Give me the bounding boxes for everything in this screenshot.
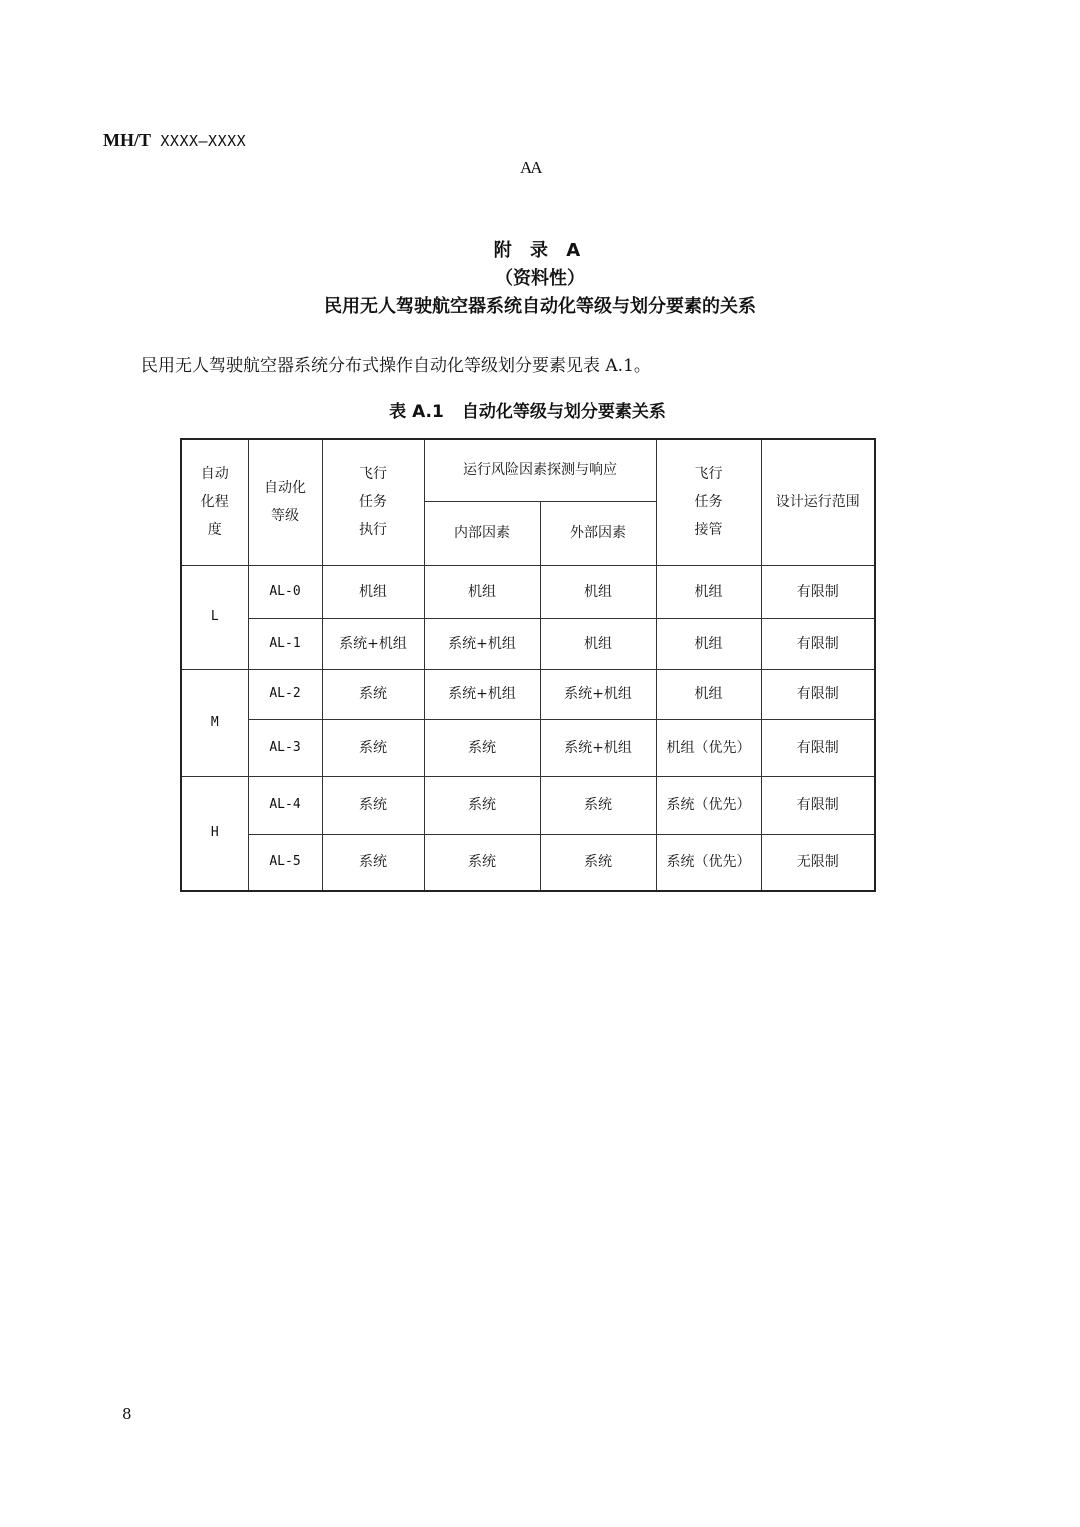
external-cell: 系统 [540, 776, 656, 834]
scope-cell: 有限制 [761, 719, 875, 776]
appendix-nature: （资料性） [495, 268, 585, 289]
table-row [181, 669, 875, 719]
scope-cell: 有限制 [761, 776, 875, 834]
header-degree: 自动化程度 [181, 439, 248, 565]
scope-cell: 有限制 [761, 669, 875, 719]
execution-cell: 系统 [322, 719, 424, 776]
takeover-cell: 机组 [656, 669, 761, 719]
internal-cell: 系统+机组 [424, 618, 540, 669]
level-cell: AL-1 [248, 618, 322, 669]
aa-mark: AA [520, 158, 541, 177]
external-cell: 机组 [540, 618, 656, 669]
takeover-cell: 系统（优先） [656, 776, 761, 834]
execution-cell: 系统+机组 [322, 618, 424, 669]
group-h: H [181, 776, 248, 891]
header-risk: 运行风险因素探测与响应 [424, 439, 656, 501]
appendix-subtitle: 民用无人驾驶航空器系统自动化等级与划分要素的关系 [324, 296, 756, 317]
execution-cell: 系统 [322, 834, 424, 891]
table-row [181, 719, 875, 776]
standard-code [103, 130, 246, 151]
header-takeover: 飞行任务接管 [656, 439, 761, 565]
execution-cell: 系统 [322, 669, 424, 719]
header-execution: 飞行任务执行 [322, 439, 424, 565]
level-cell: AL-3 [248, 719, 322, 776]
scope-cell: 有限制 [761, 565, 875, 618]
internal-cell: 系统 [424, 776, 540, 834]
takeover-cell: 系统（优先） [656, 834, 761, 891]
external-cell: 系统+机组 [540, 719, 656, 776]
scope-cell: 有限制 [761, 618, 875, 669]
execution-cell: 机组 [322, 565, 424, 618]
appendix-title: 附 录 A [493, 240, 587, 261]
table-row [181, 618, 875, 669]
standard-number: XXXX—XXXX [160, 132, 247, 150]
internal-cell: 系统 [424, 719, 540, 776]
level-cell: AL-4 [248, 776, 322, 834]
header-level: 自动化等级 [248, 439, 322, 565]
header-scope: 设计运行范围 [761, 439, 875, 565]
takeover-cell: 机组（优先） [656, 719, 761, 776]
execution-cell: 系统 [322, 776, 424, 834]
table-row [181, 834, 875, 891]
table-caption-title: 自动化等级与划分要素关系 [461, 402, 666, 422]
external-cell: 机组 [540, 565, 656, 618]
header-internal: 内部因素 [424, 501, 540, 565]
internal-cell: 机组 [424, 565, 540, 618]
table-row [181, 565, 875, 618]
scope-cell: 无限制 [761, 834, 875, 891]
takeover-cell: 机组 [656, 565, 761, 618]
internal-cell: 系统 [424, 834, 540, 891]
table-caption-number: 表 A.1 [389, 402, 444, 422]
takeover-cell: 机组 [656, 618, 761, 669]
level-cell: AL-0 [248, 565, 322, 618]
page-number: 8 [122, 1405, 132, 1423]
external-cell: 系统+机组 [540, 669, 656, 719]
level-cell: AL-5 [248, 834, 322, 891]
group-l: L [181, 565, 248, 669]
automation-level-table [180, 438, 876, 892]
standard-prefix: MH/T [103, 130, 151, 150]
external-cell: 系统 [540, 834, 656, 891]
level-cell: AL-2 [248, 669, 322, 719]
table-caption [0, 397, 1055, 422]
group-m: M [181, 669, 248, 776]
internal-cell: 系统+机组 [424, 669, 540, 719]
header-external: 外部因素 [540, 501, 656, 565]
intro-paragraph: 民用无人驾驶航空器系统分布式操作自动化等级划分要素见表 A.1。 [141, 356, 651, 376]
table-row [181, 776, 875, 834]
